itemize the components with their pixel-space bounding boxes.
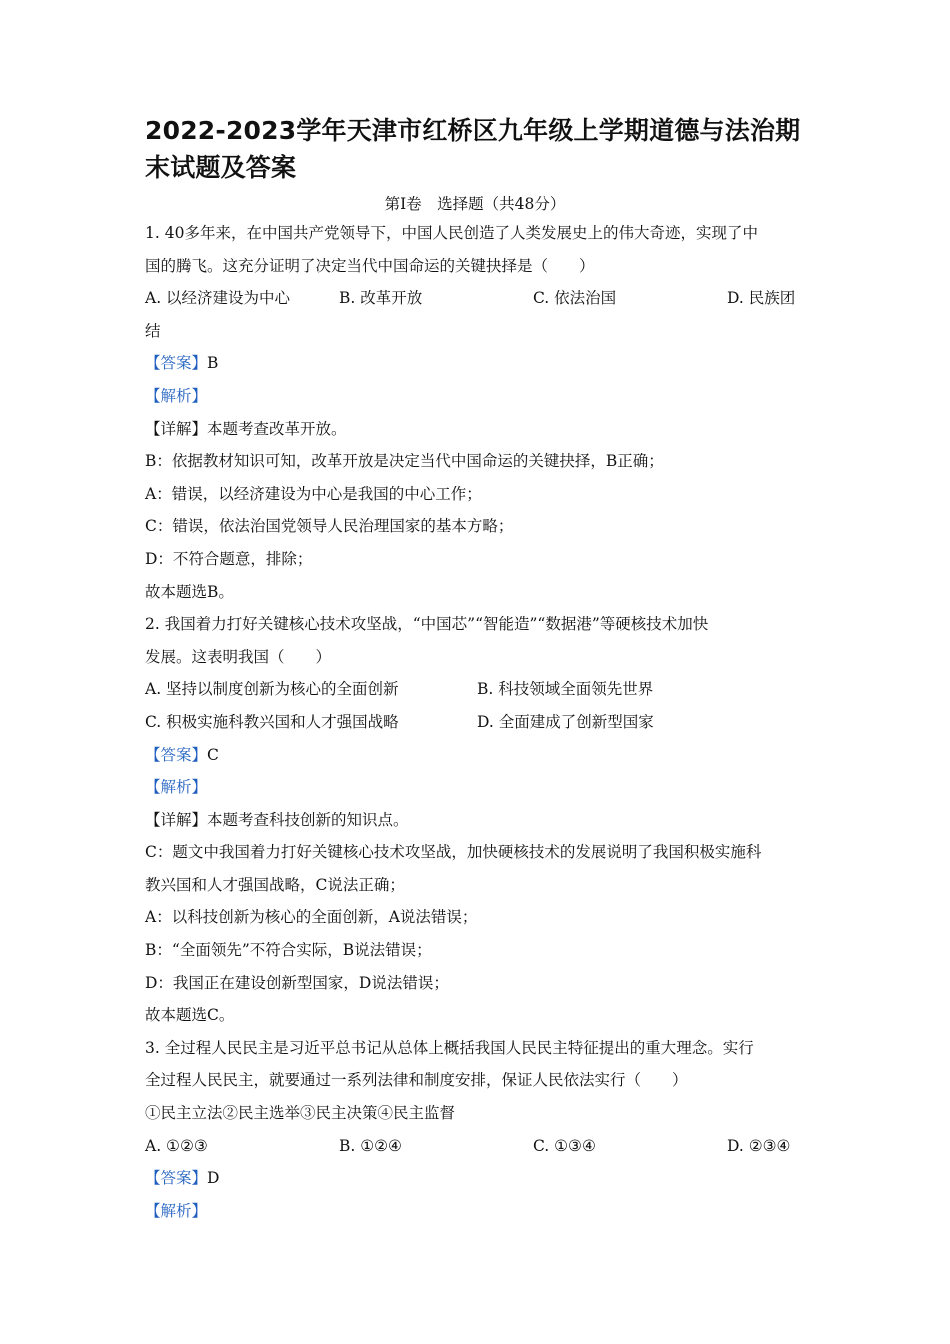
analysis-line — [145, 771, 809, 804]
detail-line — [145, 413, 809, 446]
analysis-line — [145, 1195, 809, 1228]
option-d: D. 民族团 — [727, 289, 796, 308]
answer-line — [145, 1162, 809, 1195]
option-d-overflow: 结 — [145, 321, 161, 340]
explanation-line: A：以科技创新为核心的全面创新，A说法错误； — [145, 908, 478, 927]
question-stem-line: 国的腾飞。这充分证明了决定当代中国命运的关键抉择是（ ） — [145, 256, 595, 275]
question-1 — [145, 217, 809, 608]
option-c: C. 依法治国 — [533, 289, 617, 308]
analysis-tag: 【解析】 — [145, 778, 208, 797]
document-title: 2022-2023学年天津市红桥区九年级上学期道德与法治期末试题及答案 — [145, 116, 801, 182]
options-row — [145, 673, 809, 706]
option-d: D. 全面建成了创新型国家 — [477, 712, 654, 731]
detail-text: 本题考查科技创新的知识点。 — [207, 810, 409, 829]
question-stem-line: 3. 全过程人民民主是习近平总书记从总体上概括我国人民民主特征提出的重大理念。实行 — [145, 1038, 754, 1057]
answer-tag: 【答案】 — [145, 354, 208, 373]
analysis-tag: 【解析】 — [145, 1201, 208, 1220]
question-2 — [145, 608, 809, 1032]
option-a: A. ①②③ — [145, 1136, 208, 1155]
answer-value: C — [207, 745, 219, 764]
option-c: C. 积极实施科教兴国和人才强国战略 — [145, 712, 399, 731]
question-stem-line: 1. 40多年来，在中国共产党领导下，中国人民创造了人类发展史上的伟大奇迹，实现了中 — [145, 224, 758, 242]
detail-tag: 【详解】 — [145, 810, 208, 829]
explanation-line: D：不符合题意，排除； — [145, 549, 313, 568]
detail-line — [145, 804, 809, 837]
analysis-tag: 【解析】 — [145, 386, 208, 405]
option-b: B. ①②④ — [339, 1136, 402, 1155]
answer-line — [145, 739, 809, 772]
question-stem-line: 2. 我国着力打好关键核心技术攻坚战，“中国芯”“智能造”“数据港”等硬核技术加快 — [145, 615, 709, 634]
question-stem-line: ①民主立法②民主选举③民主决策④民主监督 — [145, 1104, 456, 1123]
question-stem-line: 发展。这表明我国（ ） — [145, 647, 332, 666]
option-b: B. 科技领域全面领先世界 — [477, 680, 654, 699]
section-title: 第Ⅰ卷 选择题（共48分） — [384, 195, 566, 213]
answer-tag: 【答案】 — [145, 1169, 208, 1188]
analysis-line — [145, 380, 809, 413]
explanation-line: D：我国正在建设创新型国家，D说法错误； — [145, 973, 449, 992]
document-body — [145, 217, 809, 1227]
answer-line — [145, 347, 809, 380]
option-a: A. 坚持以制度创新为核心的全面创新 — [145, 680, 399, 699]
option-c: C. ①③④ — [533, 1136, 596, 1155]
explanation-line: C：题文中我国着力打好关键核心技术攻坚战，加快硬核技术的发展说明了我国积极实施科 — [145, 843, 762, 862]
explanation-line: 故本题选C。 — [145, 1006, 235, 1025]
explanation-line: C：错误，依法治国党领导人民治理国家的基本方略； — [145, 517, 514, 536]
answer-tag: 【答案】 — [145, 745, 208, 764]
answer-value: B — [207, 354, 219, 373]
explanation-line: 故本题选B。 — [145, 582, 234, 601]
answer-value: D — [207, 1169, 220, 1188]
explanation-line: B：“全面领先”不符合实际，B说法错误； — [145, 941, 432, 960]
option-b: B. 改革开放 — [339, 289, 423, 308]
detail-text: 本题考查改革开放。 — [207, 419, 347, 438]
options-row — [145, 1130, 809, 1163]
option-d: D. ②③④ — [727, 1136, 791, 1155]
options-row — [145, 282, 809, 315]
question-stem-line: 全过程人民民主，就要通过一系列法律和制度安排，保证人民依法实行（ ） — [145, 1071, 688, 1090]
explanation-line: A：错误，以经济建设为中心是我国的中心工作； — [145, 484, 482, 503]
option-a: A. 以经济建设为中心 — [145, 289, 291, 308]
explanation-line: 教兴国和人才强国战略，C说法正确； — [145, 875, 405, 894]
question-3 — [145, 1032, 809, 1228]
detail-tag: 【详解】 — [145, 419, 208, 438]
explanation-line: B：依据教材知识可知，改革开放是决定当代中国命运的关键抉择，B正确； — [145, 452, 664, 471]
options-row — [145, 706, 809, 739]
